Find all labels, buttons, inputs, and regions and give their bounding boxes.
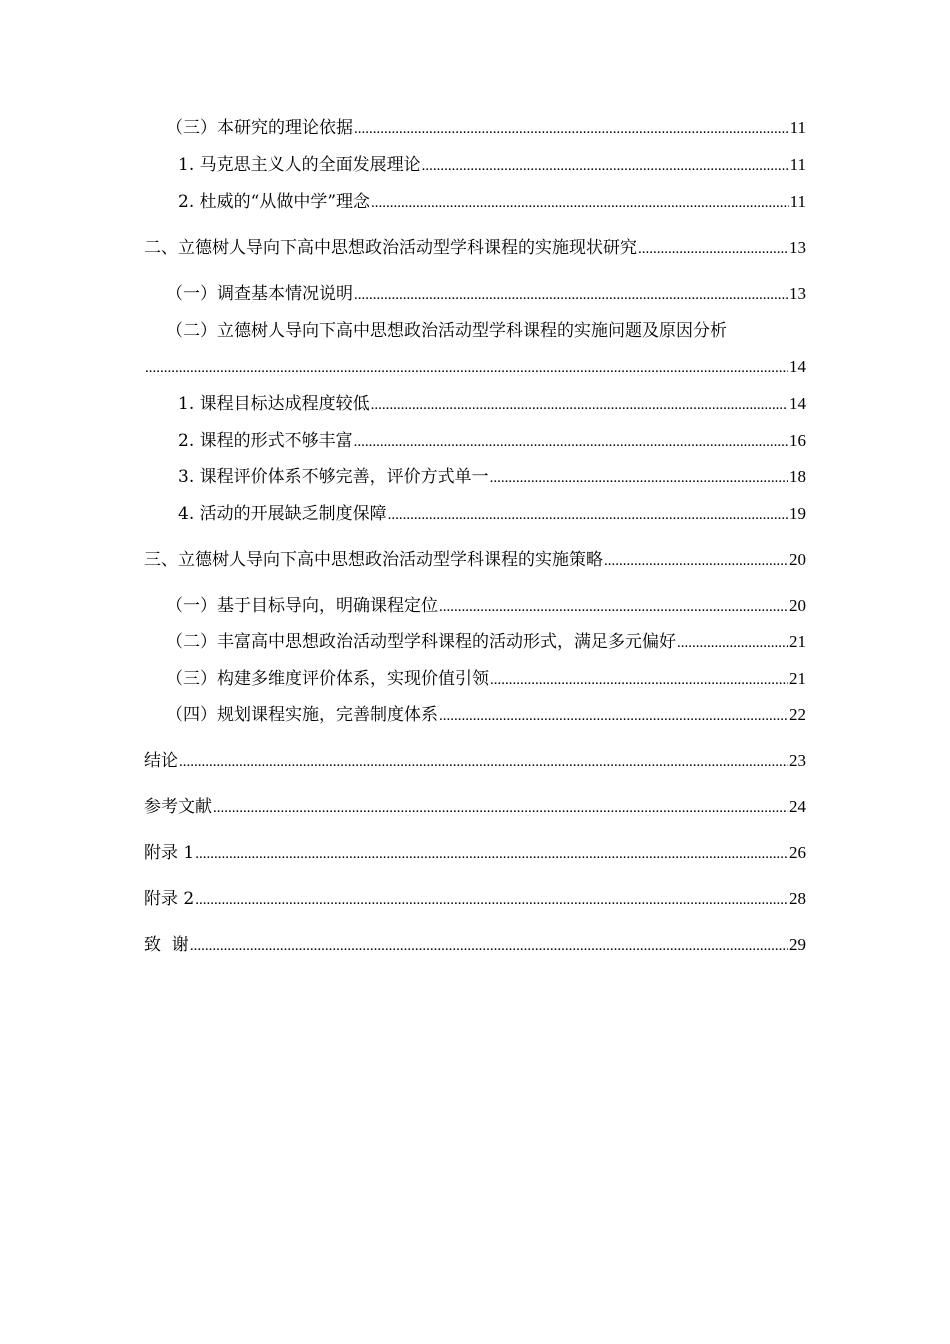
- toc-entry[interactable]: [166, 630, 806, 654]
- toc-dot-leader: [354, 283, 788, 307]
- toc-entry-page: 20: [789, 596, 806, 615]
- toc-dot-leader: [371, 191, 789, 215]
- toc-entry-page: 19: [789, 504, 806, 523]
- toc-entry-title: （三）构建多维度评价体系，实现价值引领: [166, 669, 489, 689]
- toc-entry-title: 2. 杜威的“从做中学”理念: [178, 192, 371, 212]
- toc-entry-page: 28: [789, 889, 806, 908]
- toc-entry-title: （四）规划课程实施，完善制度体系: [166, 705, 438, 725]
- toc-dot-leader: [195, 842, 788, 866]
- toc-entry-continuation[interactable]: [144, 355, 806, 379]
- toc-entry-title: （一）调查基本情况说明: [166, 284, 353, 304]
- toc-entry-title: 结论: [144, 751, 178, 771]
- toc-dot-leader: [354, 430, 788, 454]
- toc-entry-page: 23: [789, 751, 806, 770]
- toc-entry-page: 24: [789, 797, 806, 816]
- toc-dot-leader: [371, 393, 788, 417]
- toc-entry[interactable]: [144, 795, 806, 819]
- toc-entry-title: 二、立德树人导向下高中思想政治活动型学科课程的实施现状研究: [144, 238, 637, 258]
- toc-entry-page: 21: [789, 632, 806, 651]
- toc-entry-title: （一）基于目标导向，明确课程定位: [166, 596, 438, 616]
- toc-entry-title: 4. 活动的开展缺乏制度保障: [178, 504, 387, 524]
- toc-entry-page: 14: [789, 394, 806, 413]
- toc-entry[interactable]: [144, 933, 806, 957]
- toc-dot-leader: [179, 750, 788, 774]
- toc-entry[interactable]: [166, 594, 806, 618]
- toc-entry[interactable]: [166, 667, 806, 691]
- toc-entry-page: 13: [789, 238, 806, 257]
- toc-dot-leader: [439, 704, 788, 728]
- toc-dot-leader: [490, 466, 788, 490]
- toc-entry-title: 三、立德树人导向下高中思想政治活动型学科课程的实施策略: [144, 550, 603, 570]
- toc-entry[interactable]: [178, 190, 806, 214]
- toc-entry-page: 22: [789, 705, 806, 724]
- toc-dot-leader: [638, 237, 788, 261]
- toc-dot-leader: [190, 934, 788, 958]
- toc-entry-title: 1. 课程目标达成程度较低: [178, 394, 370, 414]
- toc-entry[interactable]: [178, 392, 806, 416]
- toc-entry[interactable]: [178, 465, 806, 489]
- toc-entry-title: 3. 课程评价体系不够完善，评价方式单一: [178, 467, 489, 487]
- toc-dot-leader: [490, 668, 788, 692]
- toc-entry-page: 21: [789, 669, 806, 688]
- toc-entry[interactable]: [166, 282, 806, 306]
- toc-entry-title: 1. 马克思主义人的全面发展理论: [178, 155, 421, 175]
- toc-dot-leader: [213, 796, 788, 820]
- toc-entry-page: 13: [789, 284, 806, 303]
- toc-entry[interactable]: [144, 887, 806, 911]
- toc-entry-title: 附录 2: [144, 889, 195, 909]
- toc-entry[interactable]: [166, 319, 806, 343]
- toc-dot-leader: [388, 503, 788, 527]
- toc-dot-leader: [145, 356, 788, 380]
- toc-entry-page: 11: [789, 118, 806, 137]
- toc-entry-title: （三）本研究的理论依据: [166, 118, 353, 138]
- toc-entry-page: 14: [789, 357, 806, 376]
- toc-entry-page: 29: [789, 935, 806, 954]
- toc-dot-leader: [677, 631, 788, 655]
- toc-entry[interactable]: [166, 116, 806, 140]
- toc-entry-title: 2. 课程的形式不够丰富: [178, 431, 353, 451]
- toc-entry-page: 26: [789, 843, 806, 862]
- toc-entry-title: （二）立德树人导向下高中思想政治活动型学科课程的实施问题及原因分析: [166, 321, 727, 341]
- toc-entry-title: 附录 1: [144, 843, 195, 863]
- toc-entry[interactable]: [178, 429, 806, 453]
- toc-entry-title: 参考文献: [144, 797, 212, 817]
- toc-entry[interactable]: [166, 703, 806, 727]
- toc-entry-page: 18: [789, 467, 806, 486]
- toc-entry[interactable]: [144, 749, 806, 773]
- toc-entry[interactable]: [144, 548, 806, 572]
- toc-entry-title: 致 谢: [144, 935, 189, 955]
- toc-dot-leader: [422, 154, 789, 178]
- toc-entry-page: 20: [789, 550, 806, 569]
- toc-entry[interactable]: [144, 841, 806, 865]
- toc-dot-leader: [195, 888, 788, 912]
- toc-entry-title: （二）丰富高中思想政治活动型学科课程的活动形式，满足多元偏好: [166, 632, 676, 652]
- toc-entry-page: 11: [789, 155, 806, 174]
- toc-dot-leader: [439, 595, 788, 619]
- toc-entry[interactable]: [178, 153, 806, 177]
- toc-dot-leader: [354, 117, 789, 141]
- toc-entry-page: 16: [789, 431, 806, 450]
- toc-entry[interactable]: [144, 236, 806, 260]
- toc-dot-leader: [604, 549, 788, 573]
- toc-entry-page: 11: [789, 192, 806, 211]
- toc-entry[interactable]: [178, 502, 806, 526]
